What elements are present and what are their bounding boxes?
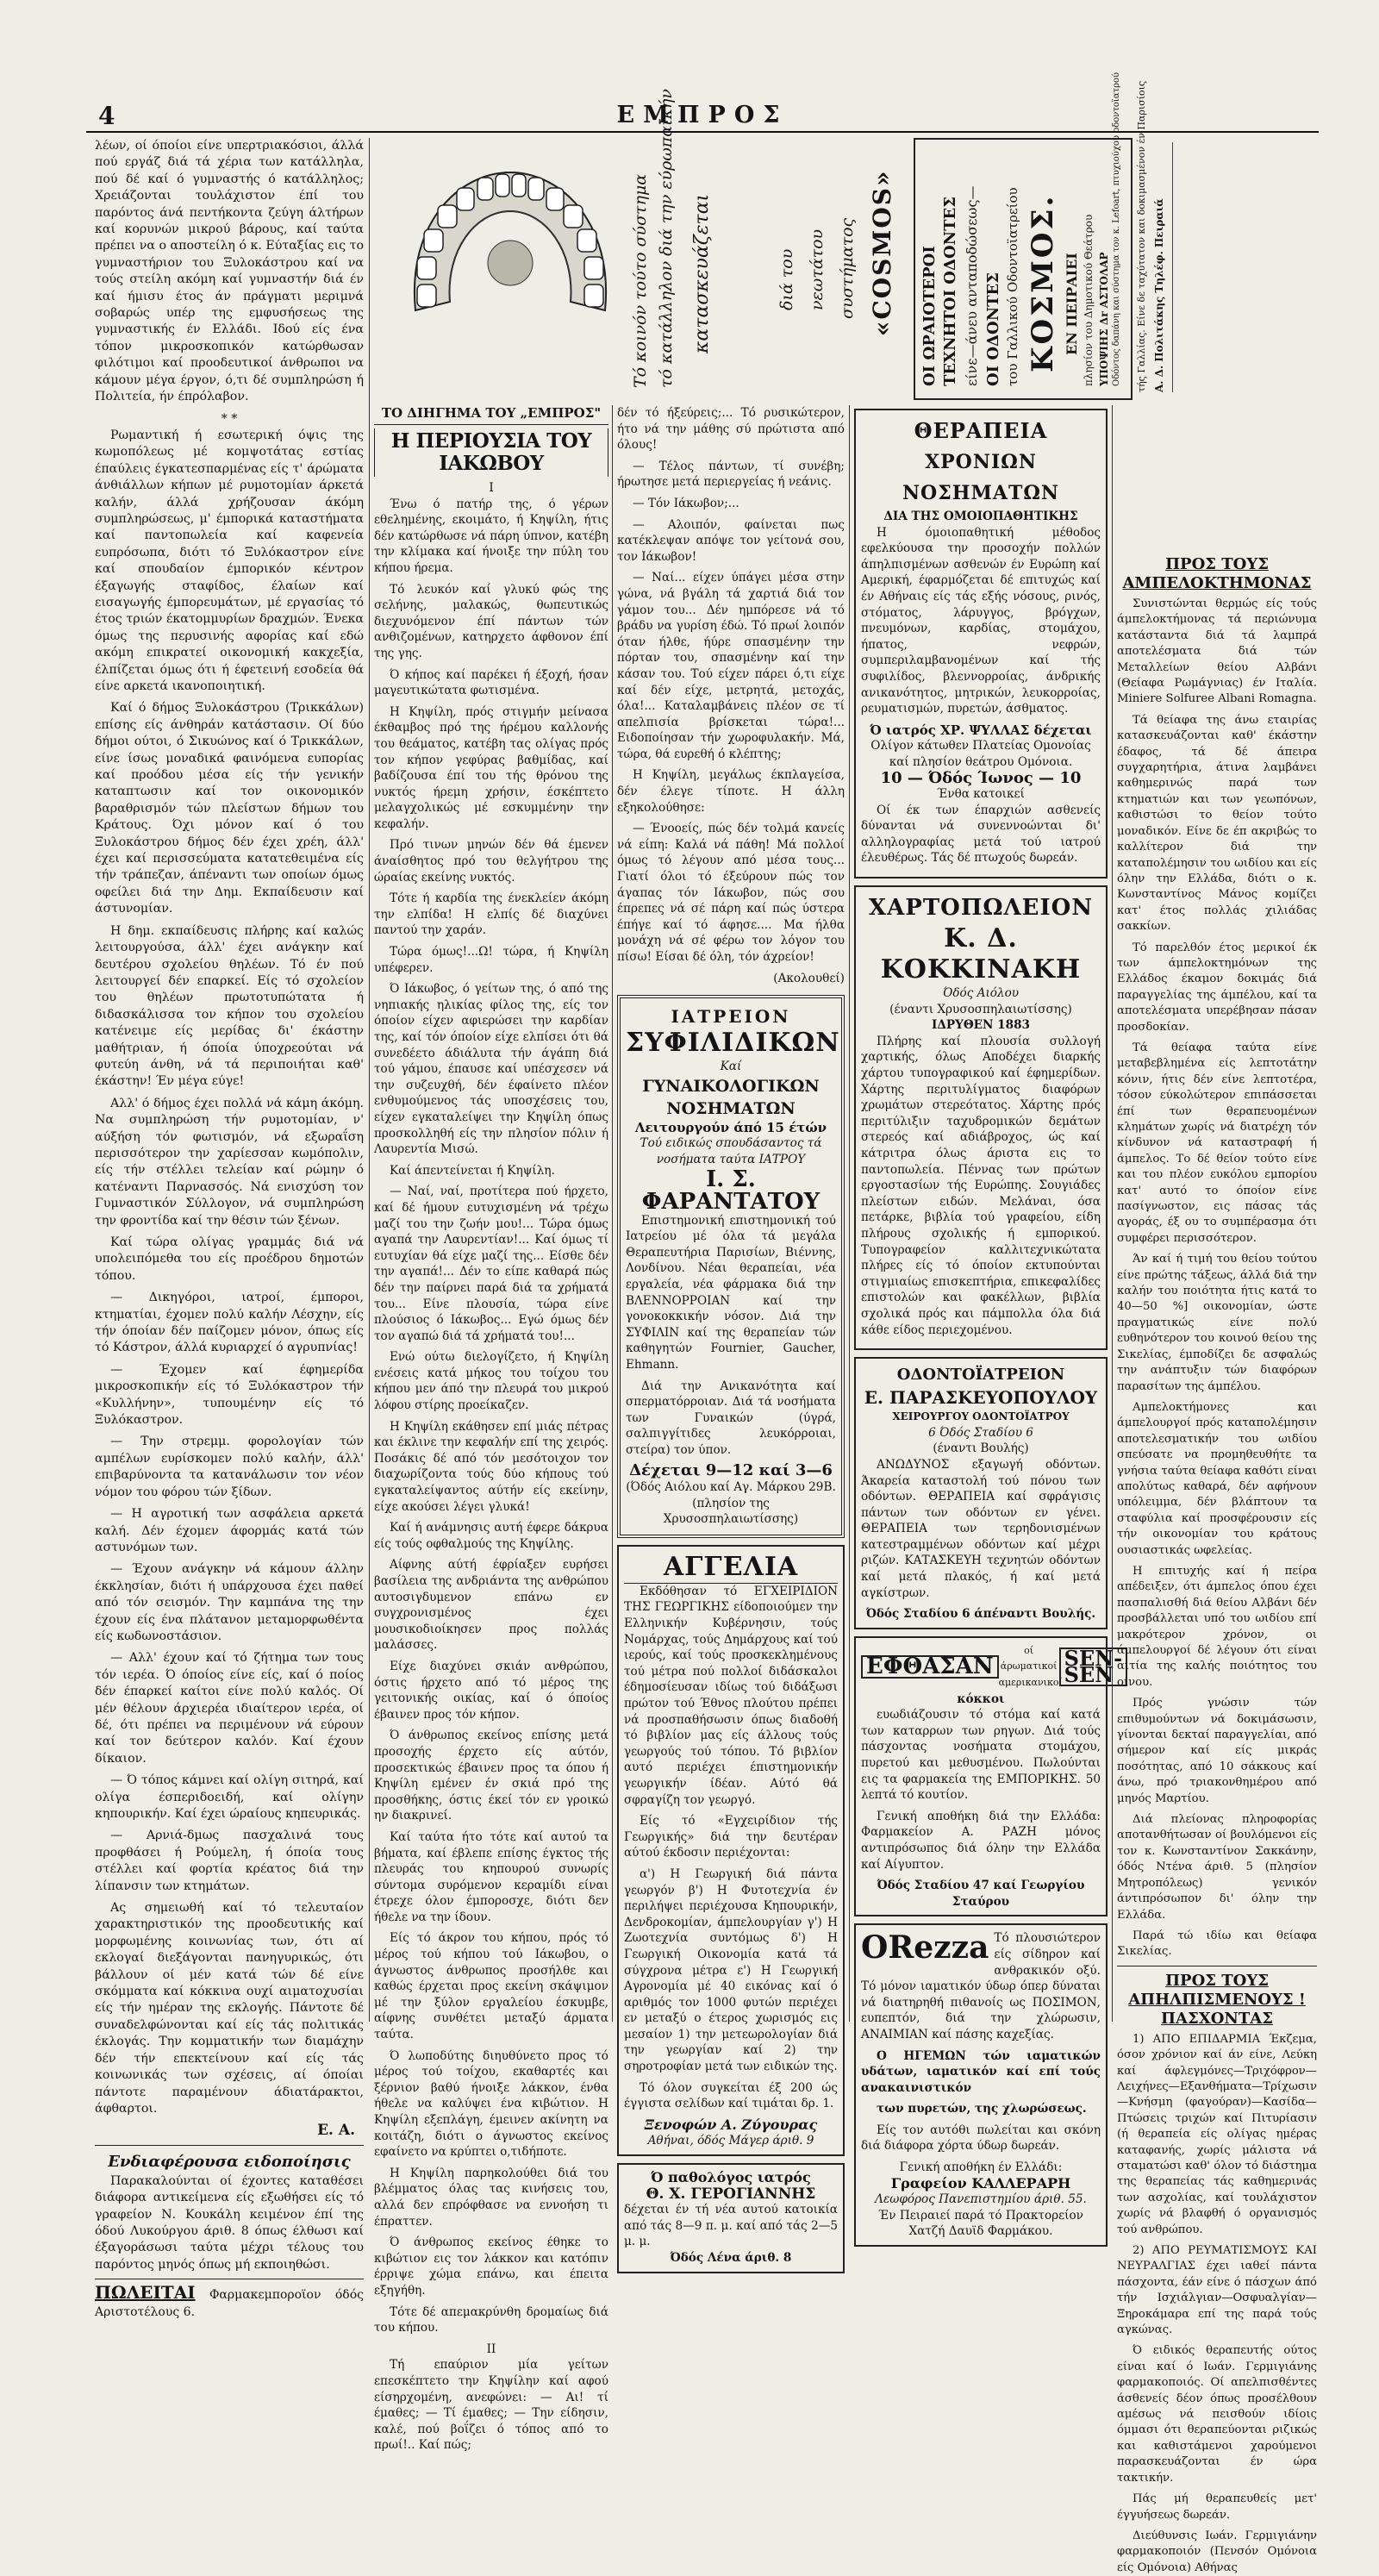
homeopathy-text: Η όμοιοπαθητική μέθοδος εφελκύουσα την προσοχήν πολλών άπηλπισμένων ασθενών έν Ευρώπη καί Αμερική, έφαρμόζεται δέ επιτυχώς καί έν Αθήναις είς τάς εξής νόσους, ρινός, στόματος, λάρυγγος, βρόγχων, πνευμόνων, καρδίας, στομάχου, ήπατος, νεφρών, συμπεριλαμβανομένων καί τής συφιλίδος, βλεννορροίας, άνδρικής ανικανότητος, μητρικών, λευκορροίας, ρευματισμών, πυρετών, άσθματος. — [861, 525, 1101, 716]
clinic-address: (Όδός Αιόλου καί Αγ. Μάρκου 29Β. (πλησίον της Χρυσοσπηλαιωτίσσης) — [626, 1480, 836, 1527]
homeopathy-doctor-text: Ολίγον κάτωθεν Πλατείας Ομονοίας καί πλησίον θεάτρου Ομόνοια. — [870, 739, 1091, 769]
paragraph: — Η αγροτική των ασφάλεια αρκετά καλή. Δέν έχομεν άφορμάς κατά τών αστυνόμων των. — [95, 1507, 364, 1554]
paragraph: Τότε ή καρδία της ένεκλείεν άκόμη την ελπίδα! Η ελπίς δέ διαχύνει παντού την χαράν. — [374, 891, 608, 938]
ad-line: νεωτάτου — [808, 228, 827, 310]
paragraph: Καί ό δήμος Ξυλοκάστρου (Τρικκάλων) επίσης είς άνθηράν κατάστασιν. Οί δύο δήμοι ούτοι, ό Σικυώνος καί ό Τρικκάλων, είνε ίσως μοναδικά φαινόμενα ευπορίας καί προόδου μέσα είς τήν γενικήν καταπτωσιν καί τον οικονομικόν βαραθρισμόν τών πλείστων δήμων του Κράτους. Όχι μόνον καί ό του Ξυλοκάστρου δήμος δέν έχει χρέη, άλλ' έχει καί περισσεύματα κατατεθειμένα είς τήν τράπεζαν, άπέναντι των οποίων όμως οφείλει διά την Δημ. Εκπαίδευσιν καί άστυνομίαν. — [95, 701, 364, 916]
paragraph: — Αρνιά-δμως πασχαλινά τους προφθάσει ή Ρούμελη, ή όποία τους στέλλει καί φορτία κρέατος διά την λίπανσιν των κτημάτων. — [95, 1829, 364, 1893]
paragraph: Καί άπεντείνεται ή Κηψίλη. — [390, 1163, 555, 1178]
clinic-subtitle: ΓΥΝΑΙΚΟΛΟΓΙΚΩΝ ΝΟΣΗΜΑΤΩΝ — [642, 1076, 820, 1118]
ad-line: ΥΠΟΨΙΗΣ Δr ΑΣΤΟΛΑΡ — [1098, 252, 1110, 386]
paragraph: Ας σημειωθή καί τό τελευταίον χαρακτηριστικόν της προοδευτικής καί μορφωμένης κοινωνίας των, ότι αί εκλογαί διεξάγονται πανηγυρικώς, ότι βάλλουν οί μέν κατά τών δέ είνε σκόμματα καί κόκκινα ουχί αιματοχυσίαι είς τήν ημέραν της εκλογής. Πάντοτε δέ συναδελφώνονται καί είς τάς πολιτικάς έκλογάς. Την κομματικήν των διαμάχην δέν τήν επεκτείνουν καί είς τάς κοινωνικάς των σχέσεις, αί όποίαι πάντοτε παραμένουν άδιατάρακτοι, άφθαρτοι. — [95, 1901, 364, 2116]
paragraph: Είς τό άκρον του κήπου, πρός τό μέρος τού κήπου τού Ιάκωβου, ο άγνωστος άνθρωπος προσήλθε και καθώς έρχεται προς εκείνη σκάψιμον μέ την ξύλον εργαλείου έσκυμβε, αίφνης συνθέτει μεταξύ άρματα ταύτα. — [374, 1931, 608, 2042]
clinic-hours: Δέχεται 9—12 καί 3—6 — [629, 1461, 833, 1480]
continued-note: (Ακολουθεί) — [773, 971, 845, 985]
masthead — [86, 102, 1319, 133]
chapter-numeral: ΙΙ — [486, 2342, 496, 2356]
paragraph: — Έχουν ανάγκην νά κάμουν άλλην έκκλησίαν, διότι ή υπάρχουσα έχει παθεί από τόν σεισμόν. Την καμπάνα της την έχουν είς ένα πλάτανον μεταμορφωθέντα είς κωδωνοστάσιον. — [95, 1562, 364, 1643]
ad-line: διά του — [777, 248, 796, 310]
chapter-numeral: Ι — [489, 481, 494, 495]
homeopathy-note: Οί έκ των έπαρχιών ασθενείς δύνανται νά συνεννοώνται δι' αλληλογραφίας μετά τού ιατρού έλευθέρως. Τάς δέ πτωχούς δωρεάν. — [861, 803, 1101, 866]
orezza-office: Γραφείον ΚΑΛΛΕΡΑΡΗ — [890, 2174, 1071, 2191]
pathologist-ad — [617, 2163, 845, 2273]
announcement-ad — [617, 1545, 845, 2156]
homeopathy-title: ΘΕΡΑΠΕΙΑ — [914, 418, 1048, 443]
stationery-ad — [854, 885, 1108, 1350]
sale-ad-text: Φαρμακεμποροϊον όδός Αριστοτέλους 6. — [95, 2288, 364, 2319]
column-rule — [1172, 142, 1173, 392]
sen-sen-address: Όδός Σταδίου 47 καί Γεωργίου Σταύρου — [877, 1879, 1085, 1909]
clinic-title: ΣΥΦΙΛΙΔΙΚΩΝ — [626, 1028, 840, 1059]
clinic-years: Λειτουργούν άπό 15 έτών — [634, 1119, 827, 1135]
paragraph: Ρωμαντική ή εσωτερική όψις της κωμοπόλεως μέ κομψοτάτας εστίας έπαύλεις έγκατεσπαρμένας είς τ' άρώματα άνθιάλλων κήπων μέ ρυμοτομίαν άρκετά καλήν, άλλά χρήζουσαν άκόμη συμπληρώσεως, μ' έμπορικά καταστήματα καί παντοπωλεία καί καφενεία ευπρόσωπα, διότι τό Ξυλόκαστρον είνε καί σπουδαίον έμπορικόν κέντρον έξαγωγής σταφίδος, έλαίων καί εισαγωγής έμπορευμάτων, μέ εργασίας τό έτος τριών έκατομμυρίων δραχμών. Ένεκα όμως της περυσινής αφορίας καί εδώ ακόμη επικρατεί οικονομική κακχεξία, έλπίζεται όμως ότι ή έφετεινή εσοδεία θά είνε αρκετά ικανοποιητική. — [95, 428, 364, 693]
column-rule — [849, 405, 850, 2022]
ad-brand: «COSMOS» — [868, 169, 896, 336]
paragraph: δέν τό ήξεύρεις;... Τό ρυσικώτερον, ήτο νά την μάθης σύ πρώτιστα από όλους! — [617, 406, 845, 453]
paragraph: Ό Ιάκωβος, ό γείτων της, ό από της νηπιακής ηλικίας φίλος της, είς τον όποίον είχεν αφιερώσει την καρδίαν της, καί τόν όποίον είχε ελπίσει ότι θά συνεδέετο άδιάλυτα τήν άγάπη διά τού γάμου, έπαυσε καί υπέσχεσεν νά την συζευχθή, δέν έφαίνετο πλέον ενθυμούμενος τάς υποσχέσεις του, είχεν εγκαταλείψει την Κηψίλη όπως προσκολληθή είς την πλησίον πόλιν ή Λαυρεντία Μισώ. — [374, 982, 608, 1157]
paragraph: — Την στρεμμ. φορολογίαν τών αμπέλων ευρίσκομεν πολύ καλήν, άλλ' επιβαρύνοντα τα κατανάλωσιν τον νέον νόμον του φόρου τών ξίδων. — [95, 1435, 364, 1499]
paragraph: Ό άνθρωπος εκείνος επίσης μετά προσοχής έρχετο είς αύτόν, προσεκτικώς έβαινεν προς τα όπου ή Κηψίλη εμένεν έν σκιά πρό της προσθήκης, όστις έκεί τόν εν γροικώ ην διακρινεί. — [374, 1729, 608, 1823]
paragraph: Τώρα όμως!...Ω! τώρα, ή Κηψίλη υπέφερεν. — [374, 945, 608, 975]
sen-sen-brand: SEN-SEN — [1059, 1648, 1128, 1686]
ad-line: τής Γαλλίας. Είνε δε ταχύτατον και δοκιμασμένον έν Παρισίοις — [1136, 80, 1147, 392]
sen-sen-text: ευωδιάζουσιν τό στόμα καί κατά των καταρρων των ρηγων. Διά τούς πάσχοντας νοσήματα στομάχου, πυρετού και μεθυσμένου. Πωλούνται εις τα φαρμακεία της ΕΜΠΟΡΙΚΗΣ. 50 λεπτά τό κουτίον. — [861, 1708, 1101, 1803]
pathologist-text: δέχεται έν τή νέα αυτού κατοικία από τάς 8—9 π. μ. καί από τάς 2—5 μ. μ. — [624, 2203, 838, 2249]
ad-line: ΤΕΧΝΗΤΟΙ ΟΔΟΝΤΕΣ — [941, 197, 959, 386]
paragraph: Διά πλείονας πληροφορίας αποτανθήτωσαν οί βουλόμενοι είς τον κ. Κωνσταντίνον Σακκάνην, όδός Ντένα άριθ. 5 (πλησίον Μητροπόλεως) γενικόν άντιπρόσωπον δι' όλην την Ελλάδα. — [1117, 1813, 1317, 1922]
paragraph: — Αλλ' έχουν καί τό ζήτημα των τους τόν ιερέα. Ό όποίος είνε είς, καί ό ποίος δέν έπαρκεί καίτοι είνε πολύ καλός. Οί μέν θέλουν άρχιερέα ιδιαίτερον ιερέα, οί δέ, ότι πρέπει να περιμένουν νά εύρουν καί τον δεύτερον καλόν. Καί έχουν δίκαιον. — [95, 1651, 364, 1766]
pathologist-title: Ό παθολόγος ιατρός — [651, 2169, 811, 2186]
homeopathy-ad — [854, 409, 1108, 878]
paragraph: Είχε διαχύνει σκιάν ανθρώπου, όστις ήρχετο από τό μέρος της γειτονικής οικίας, καί ό όποίος έβαινεν προς τόν κήπον. — [374, 1659, 608, 1722]
paragraph: Ό λωποδύτης διηυθύνετο προς τό μέρος τού τοίχου, εκαθαρτές και ξέρνιον βαθύ ήνοιξε λάκκον, ένθα ήθελε να καλύψει ένα κιβώτιον. Η Κηψίλη εξεπλάγη, έμεινεν ακίνητη να κοιτάζη, διότι ο άγνωστος εκείνος εφαίνετο να κρύπτει ο,τιδήποτε. — [374, 2048, 608, 2160]
ad-line: Τό κοινόν τούτο σύστημα — [631, 173, 650, 388]
paragraph: — Τόν Ιάκωβον;... — [633, 496, 739, 510]
ad-line: Α. Δ. Πολιτάκης Τηλέφ. Πειραιά — [1153, 198, 1165, 392]
stationery-street: Όδός Αιόλου — [942, 986, 1020, 1001]
ad-line: είνε—άνευ ανταποδώσεως— — [964, 185, 980, 386]
orezza-fever: των πυρετών, της χλωρώσεως. — [877, 2102, 1087, 2116]
announcement-author: Ξενοφών Α. Ζύγουρας — [644, 2116, 818, 2133]
clinic-doctor: Ι. Σ. ΦΑΡΑΝΤΑΤΟΥ — [641, 1166, 821, 1215]
dentist-name: Ε. ΠΑΡΑΣΚΕΥΟΠΟΥΛΟΥ — [864, 1387, 1098, 1409]
divider — [95, 2145, 364, 2146]
pathologist-address: Όδός Λένα άριθ. 8 — [670, 2251, 792, 2265]
clinic-ad — [617, 995, 845, 1538]
homeopathy-doctor: Ό ιατρός ΧΡ. ΨΥΛΛΑΣ δέχεται — [870, 722, 1092, 738]
paragraph: Ένω ό πατήρ της, ό γέρων εθελημένης, εκοιμάτο, ή Κηψίλη, ήτις δέν κατώρθωσε νά πάρη ύπνον, κατέβη την κλίμακα καί ήνοιξε την πύλη του κήπου ήρεμα. — [374, 497, 608, 575]
paragraph: Καί τώρα ολίγας γραμμάς διά νά υπολειπόμεθα του είς προέδρου δημοτών τόπου. — [95, 1235, 364, 1283]
column-rule — [369, 138, 370, 2022]
ad-line: του Γαλλικού Οδοντοϊατρείου — [1005, 187, 1020, 386]
column-rule — [1112, 405, 1113, 2022]
stationery-owner: Κ. Δ. ΚΟΚΚΙΝΑΚΗ — [880, 923, 1082, 985]
paragraph: Τό παρελθόν έτος μερικοί έκ των άμπελοκτημόνων της Ελλάδος έκαμον δοκιμάς διά παραγγελίας της άμπέλου, καί τα αποτελέσματα υπερέβησαν πάσαν προσδοκίαν. — [1117, 941, 1317, 1034]
orezza-pireas: Έν Πειραιεί παρά τό Πρακτορείον Χατζή Δαυϊδ Φαρμάκου. — [878, 2208, 1083, 2239]
orezza-hegemon: Ο ΗΓΕΜΩΝ τών ιαματικών υδάτων, ιαματικόν καί επί τούς ανακαινιστικόν — [861, 2048, 1101, 2095]
paragraph: Ό άνθρωπος εκείνος έθηκε το κιβώτιον εις τον λάκκον και κατόπιν έρριψε χώμα επάνω, και έπειτα εξηγήθη. — [374, 2235, 608, 2298]
orezza-text: Τό πλουσιώτερον είς σίδηρον καί ανθρακικόν οξύ. Τό μόνον ιαματικόν ύδωρ όπερ δύναται νά διατηρηθή πιθανοίς ως ΠΟΣΙΜΟΝ, ευπεπτόν, διά την χλώρωσιν, ΑΝΑΙΜΙΑΝ καί πάσης καχεξίας. — [861, 1931, 1101, 2041]
paragraph: Τή επαύριον μία γείτων επεσκέπτετο την Κηψίλην καί αφού είσηρχομένη, ανεφώνει: — Αι! τί έμαθες; — Τί έμαθες; — Την είδησιν, καλέ, πού βοΐζει ό τόπος από το πρωί!.. Καί πώς; — [374, 2358, 608, 2453]
dental-ad-box — [914, 72, 1133, 400]
sale-ad-title: ΠΩΛΕΙΤΑΙ — [95, 2282, 196, 2304]
paragraph: λέων, οί όποίοι είνε υπερτριακόσιοι, άλλά πού εργάζ διά τά χέρια των κατάλληλα, πού δέ καί ό γυμναστής ό κατάλληλος; Χρειάζονται τουλάχιστον έπί του παρόντος άνά πεντήκοντα ζεύγη άλτήρων καί κορυνών μικρού βάρους, καί ταύτα πρέπει να ο αποστείλη ό κ. Εύταξίας εις το γυμναστήριον του Ξυλοκάστρου καί να τούς στείλη ακόμη καί γυμναστήν διά έν καί ήμισυ έτος άν πράγματι μεριμνά σοβαρώς υπέρ της εμφυσήσεως της γυμναστικής έν Ελλάδι. Ιδού είς ένα τόπον μικροσκοπικόν κατώρθωσαν φιλότιμοι καί προοδευτικοί άνθρωποι να κάμουν μέγα έργον, ό,τι δέ συμπληρώση ή Πολιτεία, ήν έπρόλαβον. — [95, 139, 364, 404]
paragraph: Η Κηψίλη παρηκολούθει διά του βλέμματος όλας τας κινήσεις του, αλλά δεν επρόφθασε να εννοήση τι έπραττεν. — [374, 2166, 608, 2229]
orezza-dist: Είς τον αυτόθι πωλείται και σκόνη διά διάφορα χόρτα ύδωρ δωρεάν. — [861, 2123, 1101, 2154]
sale-ad — [95, 2282, 364, 2321]
announcement-title: ΑΓΓΕΛΙΑ — [624, 1552, 838, 1584]
paragraph: Άν καί ή τιμή του θείου τούτου είνε πρώτης τάξεως, άλλά διά την καλήν του ποιότητα ήτις κατά το 40—50 %] οικονομίαν, ώστε πραγματικώς είνε πολύ ευθηνότερον του κοινού θείου της Σικελίας, έμποδίζει δε ασφαλώς την ανάπτυξιν τών διαφόρων παρασίτων της άμπέλου. — [1117, 1253, 1317, 1393]
paragraph: Η Κηψίλη, μεγάλως έκπλαγείσα, δέν έλεγε τίποτε. Η άλλη εξηκολούθησε: — [617, 768, 845, 815]
ad-line: ΟΙ ΟΔΟΝΤΕΣ — [984, 272, 1002, 386]
paragraph: Η Κηψίλη εκάθησεν επί μιάς πέτρας και έκλινε την κεφαλήν επί της χειρός. Ποσάκις δέ από τόν μεσότοιχον τον διαχωρίζοντα τούς δύο κήπους τού εγκαταλείψαντος αύτήν είς εκείνην, είχε ακούσει λέγει γλυκά! — [374, 1419, 608, 1514]
paragraph: Τό λευκόν καί γλυκύ φώς της σελήνης, μαλακώς, θωπευτικώς διεχυνόμενον έπί πάντων τών ανθιζομένων, κατηρχετο άφθονον έπί της γης. — [374, 582, 608, 660]
paragraph: Ό κήπος καί παρέκει ή έξοχή, ήσαν μαγευτικώτατα φωτισμένα. — [374, 667, 608, 698]
paragraph: Πρό τινων μηνών δέν θά έμενεν άναίσθητος πρό του θελγήτρου της ώραίας εκείνης νυκτός. — [374, 838, 608, 885]
stationery-founded: ΙΔΡΥΘΕΝ 1883 — [931, 1018, 1031, 1033]
paragraph: — Ναί... είχεν ύπάγει μέσα στην γώνα, νά βγάλη τά χαρτιά διά τον γάμον του... Δέν ημπόρεσε νά τό βράδυ να γυρίση έδώ. Τό πρωί λοιπόν όταν ήλθε, ήύρε σπασμένην την πόρταν του, σπασμένην καί την κάσαν του. Τού είχεν πάρει ό,τι είχε καί δέν είχε, μετρητά, μετοχάς, όλα!... Καταλαμβάνεις πλέον σε τί απελπισία βρίσκεται τώρα!... Ειδοποίησαν τήν χωροφυλακήν. Μά, τώρα, θά ευρεθή ό κλέπτης; — [617, 571, 845, 761]
orezza-ad — [854, 1923, 1108, 2247]
paragraph: Διεύθυνσις Ιωάν. Γερμιγιάνην φαρμακοποιόν (Πενσόν Ομόνοια είς Ομόνοια) Αθήνας — [1117, 2529, 1317, 2574]
homeopathy-address: 10 — Όδός Ίωνος — 10 — [880, 768, 1082, 787]
ad-line: Οδόντος δαπάνη και σύστημα τον κ. Lefoart, πτυχιούχου οδοντοϊατρού — [1112, 72, 1121, 386]
dentist-address: Όδός Σταδίου 6 άπέναντι Βουλής. — [865, 1607, 1096, 1622]
paragraph: Η επιτυχής καί ή πείρα απέδειξεν, ότι άμπελος όπου έχει πασπαλισθή διά θείου Αλβάνι δέν προσβάλλεται υπό του ωιδίου επί μακρότερον χρόνον, οι άμπελουργοί δέ λέγουν ότι είναι αιτία της καλής ποιότητος του οίνου. — [1117, 1564, 1317, 1689]
separator: * * — [221, 411, 238, 426]
paragraph: Τότε δέ απεμακρύνθη δρομαίως διά του κήπου. — [374, 2304, 608, 2335]
paragraph: Συνιστώνται θερμώς είς τούς άμπελοκτήμονας τά περιώνυμα κατάσταντα διά τά λαμπρά αποτελέσματα διά τών Μεταλλείων θείου Αλβάνι (Θείαφα Ρωμάγνιας) έν Ιταλία. Miniere Solfuree Albani Romagna. — [1117, 597, 1317, 706]
orezza-agency: Γενική αποθήκη έν Ελλάδι: — [899, 2160, 1063, 2175]
dentist-text: ΑΝΩΔΥΝΟΣ εξαγωγή οδόντων. Άκαρεία καταστολή τού πόνου των οδόντων. ΘΕΡΑΠΕΙΑ καί σφράγισις πάντων των οδόντων εν γένει. ΘΕΡΑΠΕΙΑ των τερηδονισμένων κατεστραμμένων οδόντων καί μέχρι ριζών. ΚΑΤΑΣΚΕΥΗ τεχνητών οδόντων καί μετά πλακός, ή καί μετά αγκίστρων. — [861, 1457, 1101, 1600]
column-story — [374, 405, 608, 2453]
ad-line: συστήματος — [838, 217, 857, 319]
denture-illustration — [398, 155, 622, 353]
column-rule — [612, 405, 613, 2022]
column-right — [1117, 552, 1318, 2574]
sen-sen-subtitle: οί άρωματικοί αμερικανικοί — [998, 1644, 1063, 1689]
paragraph: Αίφνης αύτή έφρίαξεν ευρήσει βασίλεια της ανδριάντα της ανθρώπου αυτοσιγδυμενον επάνω εν συγχρονισμένος έχει μουσικοδιοίκησεν προς πολλάς μαλάσσες. — [374, 1558, 608, 1653]
vineyard-title: ΠΡΟΣ ΤΟΥΣ ΑΜΠΕΛΟΚΤΗΜΟΝΑΣ — [1122, 555, 1312, 592]
paragraph: 2) ΑΠΟ ΡΕΥΜΑΤΙΣΜΟΥΣ ΚΑΙ ΝΕΥΡΑΛΓΙΑΣ έχει ιαθεί πάντα πάσχοντα, έάν είνε ό πάσχων άπό τήν Ισχιάλγιαν—Οσφυαλγίαν—Ξηροκάμαρα επί της παρά τούς αγκώνας. — [1117, 2244, 1317, 2337]
stationery-text: Πλήρης καί πλουσία συλλογή χαρτικής, όλως Αποδέχει διαρκής χάρτου τυπογραφικού καί έφημερίδων. Χάρτης περιτυλίγματος διαφόρων χρωμάτων στερεότατος. Χάρτης πρός περιτύλιξιν ταχυδρομικών δεμάτων στερεός καί αδιάβροχος, ώς καί κάτριτρα όλως άριστα εις το παντοπωλεία. Πέννας των πρώτων εργοστασίων τής Ευρώπης. Σουγιάδες πλείστων ειδών. Μελάναι, όσα πετάρκε, βιβλία τού γραφείου, είδη πλήρους σχολικής ή εμπορικού. Τυπογραφείον καλλιτεχνικώτατα πλήρες είς τό όποίον εκτυπούνται στιγμιαίως επισκεπτήρια, επικεφαλίδες επιστολών και φακέλλων, βιβλία σχολικά πρός και πάμπολλα όλα διά κάθε είδος περιεχομένου. — [861, 1034, 1101, 1337]
column-middle — [617, 405, 845, 2265]
paragraph: 1) ΑΠΟ ΕΠΙΔΑΡΜΙΑ Έκζεμα, όσον χρόνιον καί άν είνε, Λεύκη καί άφλεγμόνες—Τριχόφρον—Λειχήνες—Εξανθήματα—Τρίχωσιν—Κνήσμη (φαγούραν)—Κασίδα—Πτώσεις τριχών καί Πιτυρίασιν (ή θεραπεία είς ολίγας ημέρας καταφανής, χωρίς μάλιστα νά σταματώσι καθ' όλον τό διάστημα της θεραπείας τάς καθημερινάς των ασχολίας, καί τουλάχιστον χωρίς νά βλαφθή ό οργανισμός τού ανθρώπου. — [1117, 2032, 1318, 2236]
clinic-text: Επιστημονική επιστημονική τού Ιατρείου μέ όλα τά μεγάλα Θεραπευτήρια Παρισίων, Βιέννης, Λονδίνου. Νέαι θεραπείαι, νέα εργαλεία, νέα φάρμακα διά την ΒΛΕΝΝΟΡΡΟΙΑΝ καί την γονοκοκκικήν νόσον. Διά την ΣΥΦΙΛΙΝ καί της θεραπείαν τών καθηγητών Fournier, Gaucher, Ehmann. — [626, 1213, 836, 1372]
ad-line: τό κατάλληλον διά την εύρωπαϊκήν — [657, 89, 676, 388]
paragraph: Τά θείαφα ταύτα είνε μεταβεβλημένα είς λεπτοτάτην κόνιν, ήτις δέν είνε λεπτοτέρα, τόσον εύκολώτερον επιπάσσεται έπί των θεραπευομένων κλημάτων χωρίς νά διατρέχη τόν κίνδυνον νά καταστραφή ή άμπελος. Το δέ θείον τούτο είνε και του πλέον ευκόλου εμπορίου κατ' αυτό το όποίον είνε πασίγνωστον, εις πάσας τάς αγοράς, έξ ου το συμπέρασμα ότι συμφέρει περισσότερον. — [1117, 1041, 1317, 1245]
paragraph: Αλλ' ό δήμος έχει πολλά νά κάμη άκόμη. Να συμπληρώση τήν ρυμοτομίαν, ν' αύξήση τόν φωτισμόν, νά εξωραΐση περισσότερον την χαρίεσσαν κωμόπολιν, είς τήν στέλλει τελείαν καί ρώμην ό κατέναντι Παρνασσός. Νά ενισχύση τον Γυμναστικόν Σύλλογον, νά συμπληρώση την φροντίδα καί την θέσιν τών ξένων. — [95, 1096, 364, 1228]
paragraph: Ό ειδικός θεραπευτής ούτος είναι καί ό Ιωάν. Γερμιγιάνης φαρμακοποιός. Οί απελπισθέντες άσθενείς δέον όπως προσέλθουν αμέσως νά πεισθούν ιδίοις όμμασι ότι θεραπεύονται ριζικώς και καθιστάμενοι χαρούμενοι παρασκευάζονται έν ώρα τακτικήν. — [1117, 2344, 1317, 2485]
paragraph: Καί ταύτα ήτο τότε καί αυτού τα βήματα, καί έβλεπε επίσης έγκτος τής πλευράς του κηπουρού συνωρίς σύντομα συρόμενον κεραμίδι είναι έτρεχε όλον έμποροσχε, διότι δεν ήθελε να την ίδουν. — [374, 1829, 608, 1924]
dentist-street: 6 Όδός Σταδίου 6 — [928, 1425, 1033, 1440]
paragraph: Η Κηψίλη, πρός στιγμήν μείνασα έκθαμβος πρό της ήρέμου καλλονής του θεάματος, κατέβη τας ολίγας πρός τον κήπον γεφύρας βαθμίδας, καί βαδίζουσα έπί του τής θρόνου της νυκτός ήρεμη χρήσιν, έσκέπτετο μελαγχολικώς μέ εσκυμμένην την κεφαλήν. — [374, 704, 608, 831]
column-article — [95, 138, 364, 2319]
paragraph: — Ό τόπος κάμνει καί ολίγη σιτηρά, καί ολίγα έσπεριδοειδή, καί ολίγην κηπουρικήν. Καί έχει ώραίους κηπευρικάς. — [95, 1773, 364, 1821]
orezza-office-address: Λεωφόρος Πανεπιστημίου άριθ. 55. — [875, 2192, 1087, 2207]
sen-sen-title: ΕΦΘΑΣΑΝ — [861, 1655, 999, 1679]
patients-title: ΠΡΟΣ ΤΟΥΣ ΑΠΗΛΠΙΣΜΕΝΟΥΣ ! ΠΑΣΧΟΝΤΑΣ — [1128, 1971, 1306, 2028]
column-ads — [854, 405, 1123, 2239]
sen-sen-ad — [854, 1636, 1123, 1917]
page-number: 4 — [98, 102, 115, 130]
clinic-text: Διά την Ανικανότητα καί σπερματόρροιαν. Διά τά νοσήματα των Γυναικών (ύγρά, σαλπιγγίτιδες λευκόρροιαι, στείρα) τον ύπον. — [626, 1379, 836, 1457]
notice-text: Παρακαλούνται οί έχοντες καταθέσει διάφορα αντικείμενα είς εξωθήσει είς τό γραφείον Ν. Κουκάλη κειμένον έπί της όδού Λυκούργου άριθ. 8 όπως έλθωσι καί έξαγοράσωσι ταύτα μέχρι τέλους του παρόντος μηνός όπως μή εκποιηθώσι. — [95, 2173, 364, 2272]
paragraph: Πάς μή θεραπευθείς μετ' έγγυήσεως δωρεάν. — [1117, 2492, 1317, 2522]
stationery-opposite: (έναντι Χρυσοσπηλαιωτίσσης) — [889, 1002, 1072, 1016]
clinic-kai: Καί — [720, 1060, 742, 1074]
notice-title: Ενδιαφέρουσα ειδοποίησις — [108, 2152, 351, 2171]
paragraph: Καί ή ανάμνησις αυτή έφερε δάκρυα είς τούς οφθαλμούς της Κηψίλης. — [374, 1521, 608, 1551]
paragraph: Τά θείαφα της άνω εταιρίας κατασκευάζονται καθ' έκάστην έδαφος, τά δέ άπειρα συγχαρητήρια, άτινα λαμβάνει καθημερινώς παρά των κτηματιών και των γεωπόνων, καθιστώσι το θείον τούτο μοναδικόν. Είνε δε έπ ακριβώς το καλλίτερον διά την καταπολέμησιν του ωιδίου και είς όλην την Ελλάδα, διότι ο κ. Κωνσταντίνος Μάνος κομίζει κατ' έτος πολλάς χιλιάδας σακκίων. — [1117, 713, 1317, 934]
stationery-title: ΧΑΡΤΟΠΩΛΕΙΟΝ — [868, 895, 1094, 922]
paragraph: — Αλοιπόν, φαίνεται πως κατέκλεψαν απόψε τον γείτονά σου, τον Ιάκωβον! — [617, 517, 845, 564]
announcement-text: Είς τό «Εγχειρίδιον τής Γεωργικής» διά την δευτέραν αύτού έκδοσιν περιέχονται: — [624, 1814, 838, 1860]
newspaper-title: ΕΜΠΡΟΣ — [616, 102, 789, 128]
announcement-list: α') Η Γεωργική διά πάντα γεωργόν β') Η Φυτοτεχνία έν περιλήψει περιέχουσα Κηπουρικήν, Δενδροκομίαν, άμπελουργίαν γ') Η Ζωοτεχνία συντόμως δ') Η Γεωργική Οικονομία κατά τά σύγχρονα μέτρα ε') Η Γεωργική Αγρονομία μέ 40 εικόνας καί ό αριθμός τον 1000 φυτών περιέχει εν μεταξύ ο έτερος χωρισμός εις μεσαίον 1) την μετεωρολογίαν διά την γεωργίαν καί 2) την σηροτροφίαν μετά των ειδικών της. — [624, 1866, 838, 2074]
dentist-ad — [854, 1357, 1108, 1629]
ad-line: κατασκευάζεται — [691, 193, 713, 353]
paragraph: Αμπελοκτήμονες και άμπελουργοί πρός καταπολέμησιν αποτελεσματικήν του ωιδίου σπεύσατε να προμηθευθήτε τα γνήσια ταύτα θείαφα καθότι είναι απολύτως καθαρά, δέν αφήνουν υπόλειμμα, δέν βλάπτουν τα σταφύλια καί προσφέρουσιν είς τήν οικονομίαν του κράτους ουσιαστικάς ωφελείας. — [1117, 1400, 1317, 1557]
paragraph: — Τέλος πάντων, τί συνέβη; ήρωτησε μετά περιεργείας ή νεάνις. — [617, 459, 845, 490]
dentist-opposite: (έναντι Βουλής) — [933, 1441, 1029, 1456]
sen-sen-depot: Γενική αποθήκη διά την Ελλάδα: Φαρμακείον Α. ΡΑΖΗ μόνος αντιπρόσωπος διά όλην την Ελλάδα καί Αίγυπτον. — [861, 1809, 1101, 1872]
dentist-title: ΟΔΟΝΤΟΪΑΤΡΕΙΟΝ — [896, 1366, 1065, 1385]
clinic-label: ΙΑΤΡΕΙΟΝ — [671, 1006, 791, 1028]
ad-line: ΟΙ ΩΡΑΙΟΤΕΡΟΙ — [920, 246, 939, 386]
paragraph: — Δικηγόροι, ιατροί, έμποροι, κτηματίαι, έχομεν πολύ καλήν Λέσχην, είς τήν όποίαν δέν παίζομεν μόνον, όπως είς τό Κάστρον, άλλά κυριαρχεί ό αγρυπνίας! — [95, 1291, 364, 1355]
clinic-italic: Τού ειδικώς σπουδάσαντος τά νοσήματα ταύτα ΙΑΤΡΟΥ — [640, 1136, 822, 1166]
paragraph: — Ένοοείς, πώς δέν τολμά κανείς νά είπη: Καλά νά πάθη! Μά πολλοί όμως τό λέγουν από μέσα τους... Γιατί όλοι τό έξεύρουν πώς τον άγαπας τόν Ιάκωβον, πώς σου έπρεπες νά σέ πάρη καί πώς ύστερα έπήγε καί τό άφησε.... Μα ήλθα μονάχη νά σέ φέρω τον λόγον του πίσω! Είσαι δέ όλη, τόν άχρείον! — [617, 822, 845, 964]
announcement-address: Αθήναι, όδός Μάγερ άριθ. 9 — [647, 2134, 814, 2148]
paragraph: — Ναί, ναί, προτίτερα πού ήρχετο, καί δέ ήμουν ευτυχισμένη νά τρέχω μαζί του την ζωήν μου!... Τώρα όμως αγαπά την Λαυρεντίαν!... Καί όμως τί ευτυχίαν θά είχε μαζί της... Είσθε δέν την αγαπά!... Δέν το είπε καθαρά πώς δέν την παίρνει παρά διά τα χρήματά του... Είνε πλουσία, τώρα είνε πλούσιος ό Ιάκωβος... Εγώ όμως δέν τον αγαπώ διά τά χρήματά του!... — [374, 1185, 608, 1343]
author-signature: Ε. Α. — [317, 2122, 355, 2140]
homeopathy-subtitle: ΧΡΟΝΙΩΝ ΝΟΣΗΜΑΤΩΝ — [902, 451, 1060, 504]
sen-sen-kokkoi: κόκκοι — [957, 1691, 1005, 1706]
orezza-brand: ORezza — [861, 1929, 989, 1966]
paragraph: Παρά τώ ιδίω και θείαφα Σικελίας. — [1117, 1929, 1317, 1959]
announcement-price: Τό όλον συγκείται έξ 200 ώς έγγιστα σελίδων καί τιμάται δρ. 1. — [624, 2080, 838, 2111]
ad-brand-name: ΚΟΣΜΟΣ. — [1026, 193, 1060, 372]
paragraph: Ενώ ούτω διελογίζετο, ή Κηψίλη ενέσεις κατά μήκος του τοίχου του κήπου μεν άπό την πλευρά του μικρού λόφου στίρης προείκαζεν. — [374, 1350, 608, 1413]
ad-line: ΕΝ ΠΕΙΡΑΙΕΙ — [1064, 253, 1080, 355]
story-title: Η ΠΕΡΙΟΥΣΙΑ ΤΟΥ ΙΑΚΩΒΟΥ — [390, 429, 592, 475]
pathologist-doctor: Θ. Χ. ΓΕΡΟΓΙΑΝΝΗΣ — [646, 2185, 816, 2203]
paragraph: Πρός γνώσιν τών επιθυμούντων νά δοκιμάσωσιν, γίνονται δεκταί παραγγελίαι, από σήμερον καί είς μικράς ποσότητας, από 10 σάκκους καί άνω, πρό τριακονθημέρου από μηνός Μαρτίου. — [1117, 1697, 1317, 1805]
ad-line: πλησίον του Δημοτικού Θεάτρου — [1083, 214, 1095, 386]
paragraph: — Έχομεν καί έφημερίδα μικροσκοπικήν είς τό Ξυλόκαστρον τήν «Κυλλήνην», τυπουμένην είς τό Ξυλόκαστρον. — [95, 1362, 364, 1428]
dentist-subtitle: ΧΕΙΡΟΥΡΓΟΥ ΟΔΟΝΤΟΪΑΤΡΟΥ — [892, 1410, 1070, 1423]
homeopathy-katoikei: Ένθα κατοικεί — [937, 787, 1025, 802]
announcement-text: Εκδόθησαν τό ΕΓΧΕΙΡΙΔΙΟΝ ΤΗΣ ΓΕΩΡΓΙΚΗΣ είδοποιούμεν την Ελληνικήν Κυβέρνησιν, τούς Νομάρχας, τούς Δημάρχους καί τού ιερούς, καί τούς προσκεκλημένους τού μέτρα πού πολλοί διδάσκαλοι έδημοσίευσαν ιδίως τού διδάξωσι πρώτον τού Έθνος πλούτου πρέπει νά προσπαθήσωσιν όπως διαδοθή τό βιβλίον μας είς άλλους τούς γεωργούς τού τόπου. Τό βιβλίον αυτό περιέχει έπιστημονικήν γεωργικήν ίδέαν. Αύτό θά σφραγίζη τον γεωργό. — [624, 1584, 838, 1807]
homeopathy-method: ΔΙΑ ΤΗΣ ΟΜΟΙΟΠΑΘΗΤΙΚΗΣ — [883, 510, 1078, 523]
paragraph: Η δημ. εκπαίδευσις πλήρης καί καλώς λειτουργούσα, άλλ' έχει ανάγκην καί δευτέρου σχολείου θηλέων. Τό έν πού λειτουργεί δέν επαρκεί. Είς τό σχολείον του θηλέων πρωτοτυπώτατα ή διδασκάλισσα τον κήπον του σχολείου κατένειμε είς μερίδας δι' έκάστην μαθήτριαν, ή όποία ύποχρεούται νά φυτεύη άνθη, νά τά περιποιήται καθ' έκάστην! Έν μέγα εύγε! — [95, 923, 364, 1089]
story-label: ΤΟ ΔΙΗΓΗΜΑ ΤΟΥ „ΕΜΠΡΟΣ" — [374, 405, 608, 425]
